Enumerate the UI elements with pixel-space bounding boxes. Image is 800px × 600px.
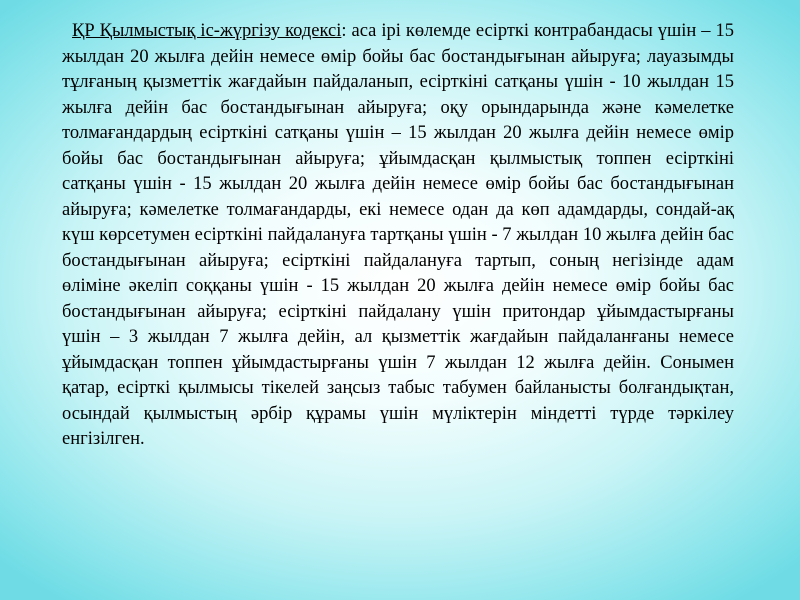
slide-heading: ҚР Қылмыстық іс-жүргізу кодексі xyxy=(72,21,342,41)
slide-text xyxy=(62,19,734,453)
slide-body-text: : аса ірі көлемде есірткі контрабандасы үшін – 15 жылдан 20 жылға дейін немесе өмір бойы бас бостандығынан айыруға; лауазымды тұлғаның қызметтік жағдайын пайдаланып, есірткіні сатқаны үшін - 10 жылдан 15 жылға дейін бас бостандығынан айыруға; оқу орындарында және кәмелетке толмағандардың есірткіні сатқаны үшін – 15 жылдан 20 жылға дейін немесе өмір бойы бас бостандығынан айыруға; ұйымдасқан қылмыстық топпен есірткіні сатқаны үшін - 15 жылдан 20 жылға дейін немесе өмір бойы бас бостандығынан айыруға; кәмелетке толмағандарды, екі немесе одан да көп адамдарды, сондай-ақ күш көрсетумен есірткіні пайдалануға тартқаны үшін - 7 жылдан 10 жылға дейін бас бостандығынан айыруға; есірткіні пайдалануға тартып, соның негізінде адам өліміне әкеліп соққаны үшін - 15 жылдан 20 жылға дейін немесе өмір бойы бас бостандығынан айыруға; есірткіні пайдалану үшін притондар ұйымдастырғаны үшін – 3 жылдан 7 жылға дейін, ал қызметтік жағдайын пайдаланғаны немесе ұйымдасқан топпен ұйымдастырғаны үшін 7 жылдан 12 жылға дейін. Сонымен қатар, есірткі қылмысы тікелей заңсыз табыс табумен байланысты болғандықтан, осындай қылмыстың әрбір құрамы үшін мүліктерін міндетті түрде тәркілеу енгізілген. xyxy=(62,21,734,449)
